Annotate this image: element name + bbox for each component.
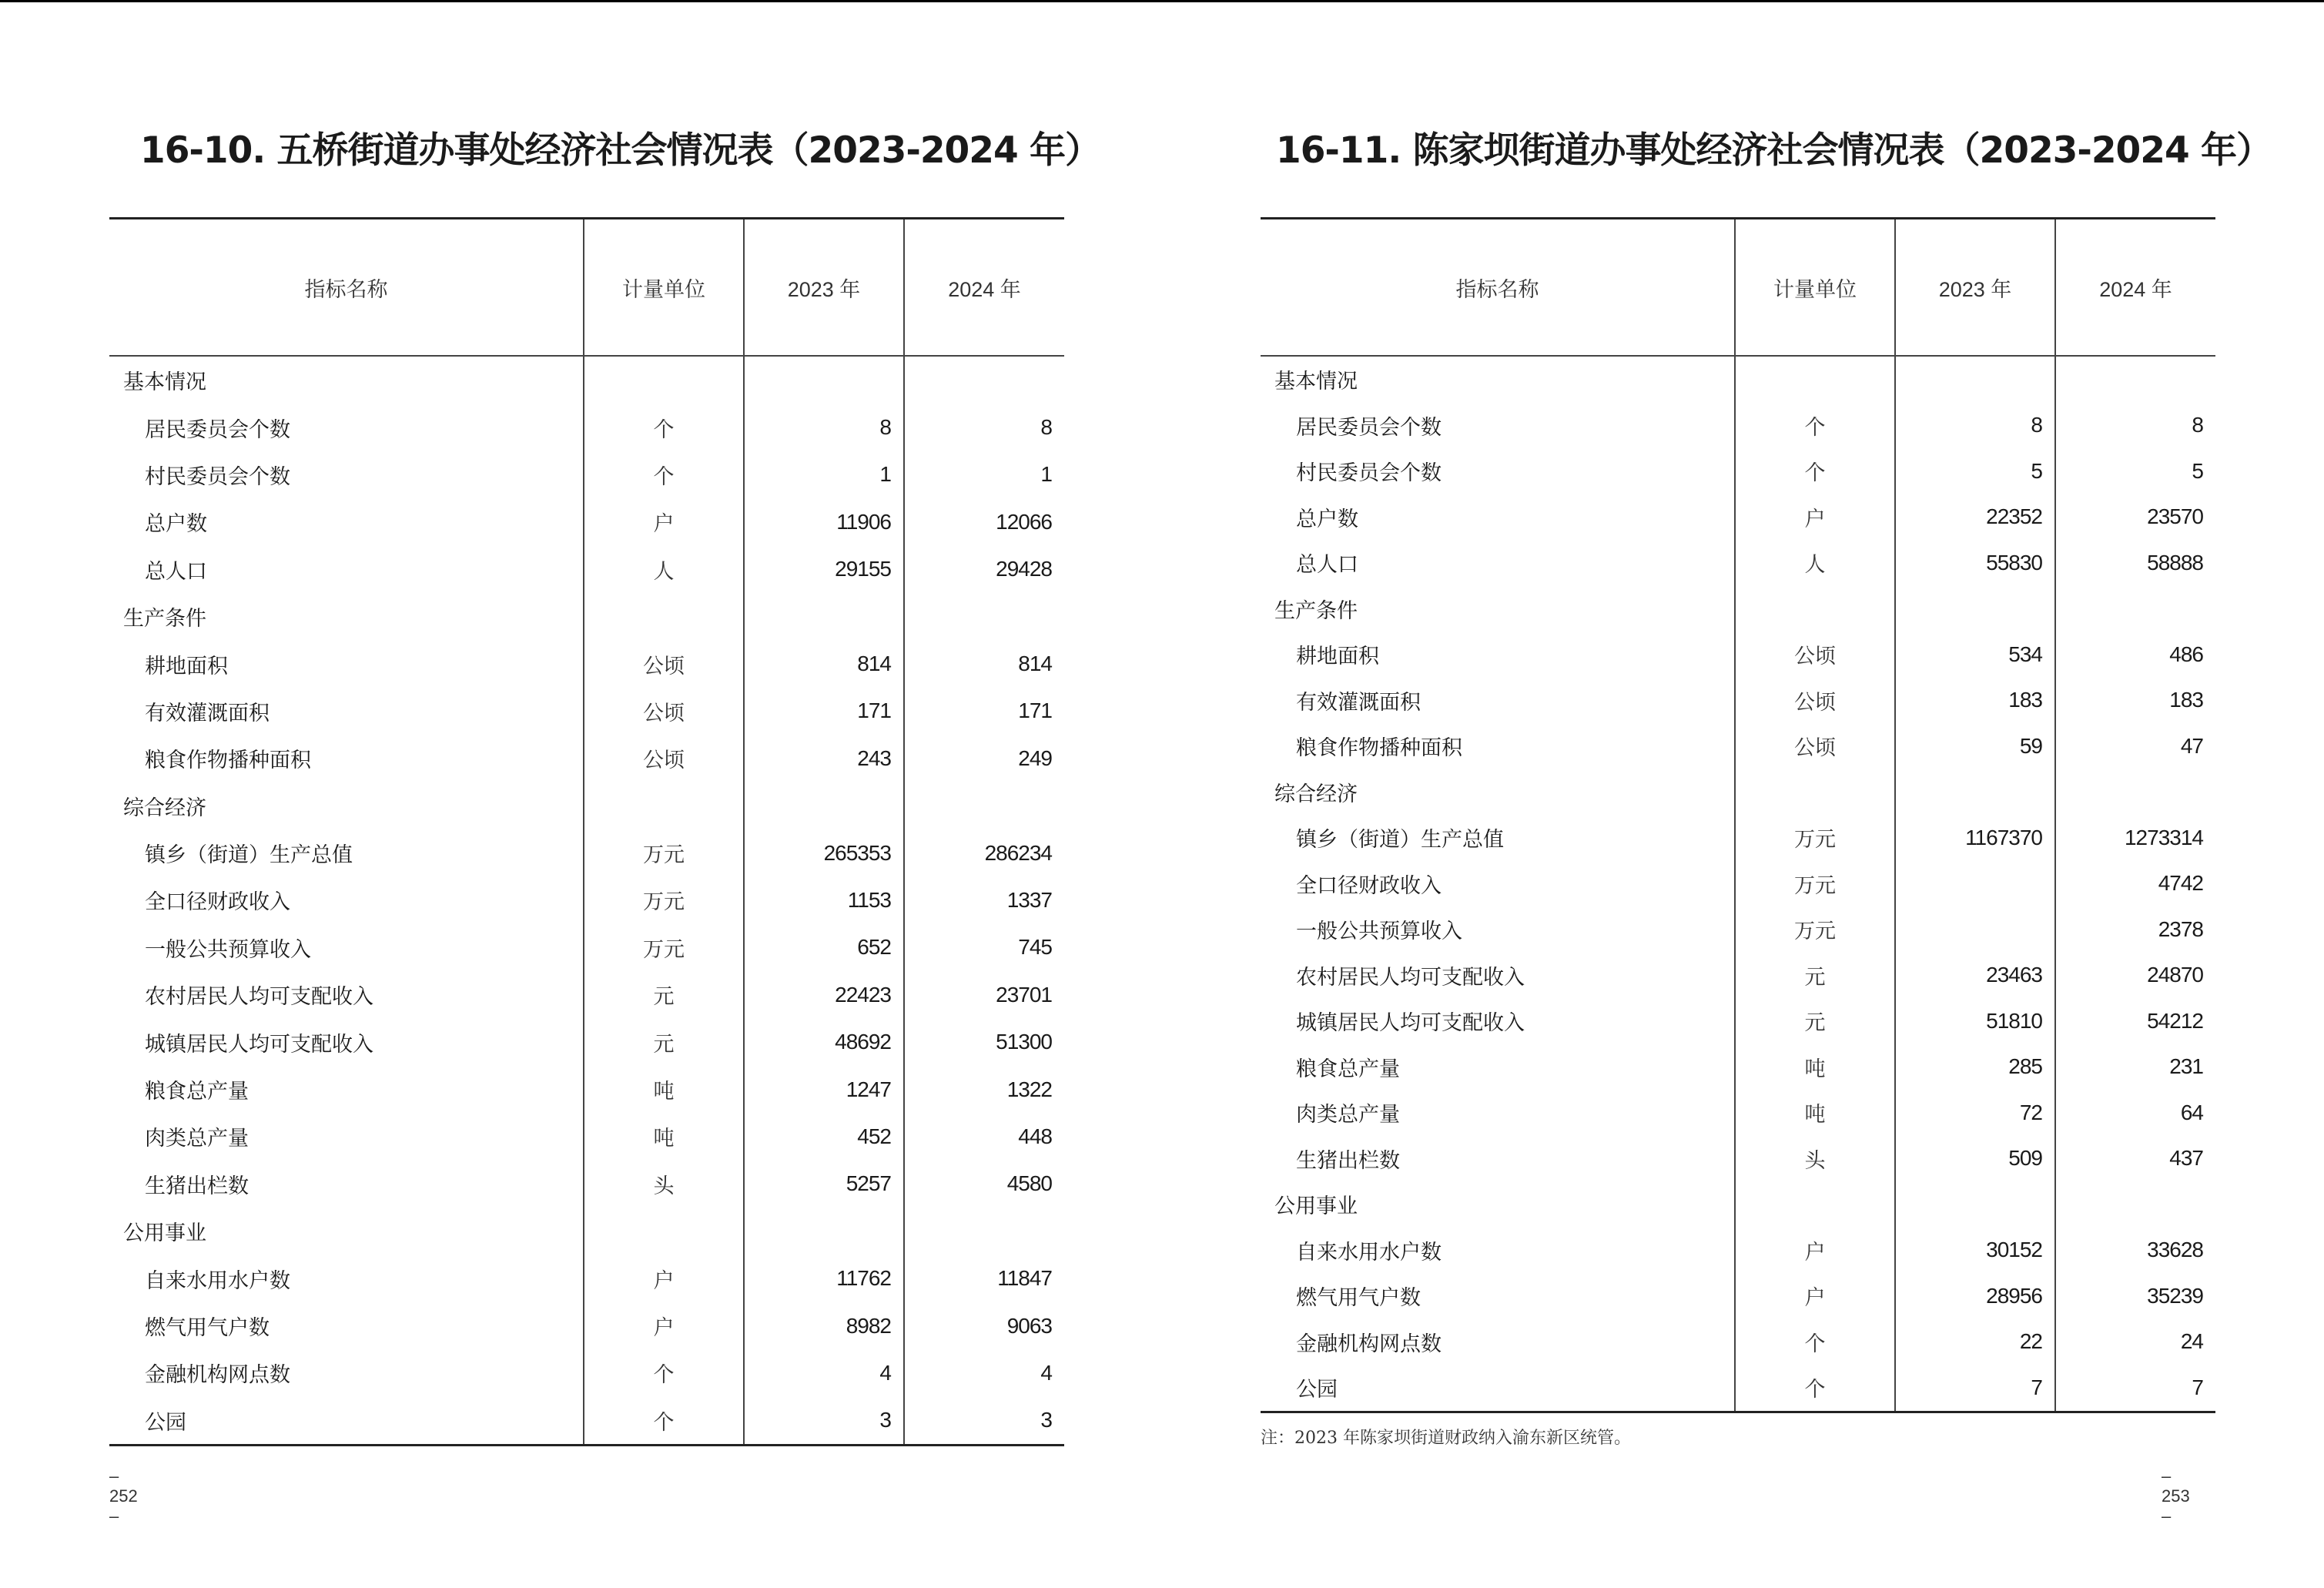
value-2023-cell: 243: [744, 735, 904, 782]
value-2024-cell: 3: [1040, 1408, 1052, 1432]
table-row: [1261, 723, 2215, 769]
unit-cell: [584, 593, 744, 640]
table-row: [109, 404, 1064, 451]
table-row: [109, 688, 1064, 735]
value-2023-cell: 23463: [1895, 953, 2055, 999]
header-indicator-name: 指标名称: [109, 219, 584, 357]
table-row: [1261, 632, 2215, 678]
table-row: [1261, 1319, 2215, 1365]
value-2023-cell: 30152: [1895, 1228, 2055, 1274]
value-2024-cell: [2055, 769, 2215, 816]
table-row: [109, 735, 1064, 782]
value-2024-cell: 29428: [996, 557, 1052, 581]
table-row: [109, 1397, 1064, 1446]
value-2024-cell: 11847: [997, 1266, 1052, 1291]
unit-cell: [1735, 769, 1895, 816]
indicator-name-cell: 耕地面积: [109, 640, 584, 687]
value-2023-cell: 22352: [1895, 494, 2055, 541]
unit-cell: [1735, 586, 1895, 632]
indicator-name-cell: 一般公共预算收入: [1261, 906, 1735, 953]
value-2023-cell: 7: [1895, 1365, 2055, 1412]
indicator-name-cell: 综合经济: [109, 782, 584, 829]
value-2024-cell: 12066: [996, 509, 1052, 534]
value-2023-cell: 22423: [744, 971, 904, 1018]
indicator-name-cell: 有效灌溉面积: [109, 688, 584, 735]
value-2023-cell: 452: [744, 1113, 904, 1160]
value-2023-cell: 285: [1895, 1044, 2055, 1090]
indicator-name-cell: 生猪出栏数: [109, 1161, 584, 1208]
value-2024-cell: 1273314: [2124, 825, 2203, 849]
value-2023-cell: 8: [1895, 403, 2055, 449]
table-row: [109, 546, 1064, 593]
table-header-row: [1261, 219, 2215, 357]
table-row: [1261, 815, 2215, 861]
indicator-name-cell: 综合经济: [1261, 769, 1735, 816]
indicator-name-cell: 粮食总产量: [109, 1066, 584, 1113]
indicator-name-cell: 总户数: [109, 498, 584, 545]
indicator-name-cell: 生猪出栏数: [1261, 1136, 1735, 1182]
value-2023-cell: 72: [1895, 1090, 2055, 1136]
value-2023-cell: 3: [744, 1397, 904, 1446]
indicator-name-cell: 生产条件: [109, 593, 584, 640]
table-row: [1261, 953, 2215, 999]
value-2023-cell: 4: [744, 1349, 904, 1396]
table-row: [109, 829, 1064, 876]
value-2023-cell: 5: [1895, 448, 2055, 494]
indicator-name-cell: 燃气用气户数: [109, 1302, 584, 1349]
unit-cell: [1735, 356, 1895, 403]
table-body: [109, 356, 1064, 1445]
indicator-name-cell: 一般公共预算收入: [109, 924, 584, 971]
value-2024-cell: 171: [1018, 699, 1052, 723]
table-row: [109, 971, 1064, 1018]
value-2024-cell: [904, 782, 1064, 829]
section-row: [1261, 769, 2215, 816]
indicator-name-cell: 总户数: [1261, 494, 1735, 541]
indicator-name-cell: 农村居民人均可支配收入: [109, 971, 584, 1018]
value-2024-cell: 814: [1018, 652, 1052, 676]
value-2024-cell: [2055, 586, 2215, 632]
unit-cell: 万元: [584, 829, 744, 876]
table-body: [1261, 356, 2215, 1412]
section-row: [1261, 586, 2215, 632]
footnote: 注：2023 年陈家坝街道财政纳入渝东新区统管。: [1261, 1429, 1631, 1448]
unit-cell: 万元: [1735, 815, 1895, 861]
indicator-name-cell: 肉类总产量: [109, 1113, 584, 1160]
section-row: [1261, 356, 2215, 403]
value-2023-cell: 1: [744, 451, 904, 498]
unit-cell: 人: [584, 546, 744, 593]
value-2023-cell: 22: [1895, 1319, 2055, 1365]
indicator-name-cell: 居民委员会个数: [1261, 403, 1735, 449]
value-2024-cell: 7: [2192, 1375, 2203, 1399]
value-2024-cell: 24870: [2147, 963, 2203, 987]
table-row: [109, 1066, 1064, 1113]
header-unit: 计量单位: [1735, 219, 1895, 357]
table-row: [1261, 448, 2215, 494]
section-row: [109, 356, 1064, 404]
header-unit: 计量单位: [584, 219, 744, 357]
table-row: [1261, 678, 2215, 724]
value-2023-cell: 534: [1895, 632, 2055, 678]
table-row: [109, 876, 1064, 923]
unit-cell: 头: [584, 1161, 744, 1208]
value-2024-cell: 35239: [2147, 1283, 2203, 1308]
table-row: [109, 1018, 1064, 1065]
indicator-name-cell: 镇乡（街道）生产总值: [1261, 815, 1735, 861]
indicator-name-cell: 燃气用气户数: [1261, 1273, 1735, 1319]
table-header-row: [109, 219, 1064, 357]
value-2023-cell: 171: [744, 688, 904, 735]
value-2024-cell: 51300: [996, 1030, 1052, 1054]
value-2024-cell: 1322: [1006, 1077, 1052, 1101]
unit-cell: 吨: [584, 1113, 744, 1160]
value-2024-cell: 4: [1040, 1360, 1052, 1385]
table-row: [109, 1161, 1064, 1208]
value-2023-cell: 183: [1895, 678, 2055, 724]
unit-cell: 万元: [584, 924, 744, 971]
indicator-name-cell: 公用事业: [109, 1208, 584, 1255]
page-title: 16-11. 陈家坝街道办事处经济社会情况表（2023-2024 年）: [1276, 129, 2272, 172]
value-2024-cell: 54212: [2147, 1008, 2203, 1033]
unit-cell: 万元: [1735, 861, 1895, 907]
data-table: [1261, 217, 2215, 1413]
unit-cell: 户: [584, 498, 744, 545]
value-2024-cell: 58888: [2147, 550, 2203, 575]
value-2024-cell: 9063: [1006, 1313, 1052, 1338]
value-2023-cell: 11906: [744, 498, 904, 545]
unit-cell: 公顷: [1735, 632, 1895, 678]
unit-cell: 个: [584, 404, 744, 451]
unit-cell: 头: [1735, 1136, 1895, 1182]
value-2023-cell: 8: [744, 404, 904, 451]
indicator-name-cell: 自来水用水户数: [109, 1255, 584, 1302]
value-2024-cell: 437: [2169, 1146, 2203, 1171]
unit-cell: [584, 356, 744, 404]
value-2023-cell: 8982: [744, 1302, 904, 1349]
page-title: 16-10. 五桥街道办事处经济社会情况表（2023-2024 年）: [140, 129, 1101, 172]
unit-cell: 个: [584, 1397, 744, 1446]
value-2023-cell: 1167370: [1895, 815, 2055, 861]
value-2024-cell: 23570: [2147, 504, 2203, 529]
header-2023: 2023 年: [744, 219, 904, 357]
unit-cell: 户: [1735, 494, 1895, 541]
table-row: [109, 640, 1064, 687]
table-row: [109, 498, 1064, 545]
value-2024-cell: 1: [1040, 462, 1052, 487]
indicator-name-cell: 全口径财政收入: [1261, 861, 1735, 907]
indicator-name-cell: 肉类总产量: [1261, 1090, 1735, 1136]
indicator-name-cell: 居民委员会个数: [109, 404, 584, 451]
table-row: [1261, 1136, 2215, 1182]
value-2023-cell: 59: [1895, 723, 2055, 769]
value-2023-cell: [744, 782, 904, 829]
unit-cell: 个: [1735, 403, 1895, 449]
unit-cell: 个: [1735, 448, 1895, 494]
indicator-name-cell: 全口径财政收入: [109, 876, 584, 923]
table-row: [1261, 861, 2215, 907]
top-border-line: [0, 0, 2324, 2]
value-2023-cell: [1895, 586, 2055, 632]
value-2023-cell: 652: [744, 924, 904, 971]
section-row: [1261, 1181, 2215, 1228]
unit-cell: 吨: [584, 1066, 744, 1113]
value-2023-cell: [1895, 1181, 2055, 1228]
table-row: [109, 451, 1064, 498]
value-2024-cell: 1337: [1006, 887, 1052, 912]
value-2024-cell: 64: [2180, 1100, 2203, 1124]
value-2024-cell: 249: [1018, 745, 1052, 770]
table-row: [109, 1113, 1064, 1160]
data-table: [109, 217, 1064, 1446]
unit-cell: 元: [584, 971, 744, 1018]
unit-cell: 公顷: [1735, 723, 1895, 769]
value-2024-cell: [2055, 1181, 2215, 1228]
table-row: [1261, 1273, 2215, 1319]
value-2024-cell: [2055, 356, 2215, 403]
unit-cell: 公顷: [584, 640, 744, 687]
value-2024-cell: 33628: [2147, 1238, 2203, 1262]
indicator-name-cell: 粮食作物播种面积: [1261, 723, 1735, 769]
value-2024-cell: 745: [1018, 935, 1052, 960]
value-2024-cell: 23701: [996, 982, 1052, 1007]
header-indicator-name: 指标名称: [1261, 219, 1735, 357]
value-2023-cell: 5257: [744, 1161, 904, 1208]
table-row: [109, 924, 1064, 971]
unit-cell: 万元: [1735, 906, 1895, 953]
table-row: [1261, 1044, 2215, 1090]
table-row: [1261, 403, 2215, 449]
table-row: [1261, 998, 2215, 1044]
indicator-name-cell: 公园: [109, 1397, 584, 1446]
value-2023-cell: 51810: [1895, 998, 2055, 1044]
value-2024-cell: 448: [1018, 1124, 1052, 1148]
value-2023-cell: 29155: [744, 546, 904, 593]
indicator-name-cell: 金融机构网点数: [109, 1349, 584, 1396]
unit-cell: 个: [1735, 1319, 1895, 1365]
unit-cell: 元: [1735, 998, 1895, 1044]
page-number: – 253 –: [2162, 1466, 2190, 1526]
indicator-name-cell: 公园: [1261, 1365, 1735, 1412]
indicator-name-cell: 耕地面积: [1261, 632, 1735, 678]
indicator-name-cell: 自来水用水户数: [1261, 1228, 1735, 1274]
indicator-name-cell: 基本情况: [109, 356, 584, 404]
unit-cell: 吨: [1735, 1044, 1895, 1090]
value-2023-cell: 814: [744, 640, 904, 687]
value-2023-cell: [1895, 356, 2055, 403]
unit-cell: [1735, 1181, 1895, 1228]
indicator-name-cell: 生产条件: [1261, 586, 1735, 632]
unit-cell: 元: [584, 1018, 744, 1065]
value-2024-cell: 286234: [984, 840, 1052, 865]
unit-cell: 个: [1735, 1365, 1895, 1412]
table-row: [1261, 494, 2215, 541]
table-row: [1261, 1090, 2215, 1136]
value-2023-cell: 11762: [744, 1255, 904, 1302]
unit-cell: 公顷: [1735, 678, 1895, 724]
unit-cell: 吨: [1735, 1090, 1895, 1136]
value-2023-cell: 55830: [1895, 540, 2055, 586]
table-row: [109, 1302, 1064, 1349]
table-row: [1261, 1365, 2215, 1412]
indicator-name-cell: 公用事业: [1261, 1181, 1735, 1228]
indicator-name-cell: 金融机构网点数: [1261, 1319, 1735, 1365]
value-2023-cell: 1153: [744, 876, 904, 923]
value-2023-cell: [744, 593, 904, 640]
value-2024-cell: 183: [2169, 688, 2203, 712]
value-2024-cell: 486: [2169, 642, 2203, 666]
value-2023-cell: [1895, 861, 2055, 907]
header-2024: 2024 年: [904, 219, 1064, 357]
unit-cell: 个: [584, 1349, 744, 1396]
unit-cell: [584, 782, 744, 829]
value-2023-cell: 28956: [1895, 1273, 2055, 1319]
indicator-name-cell: 城镇居民人均可支配收入: [109, 1018, 584, 1065]
section-row: [109, 782, 1064, 829]
value-2023-cell: 1247: [744, 1066, 904, 1113]
section-row: [109, 1208, 1064, 1255]
unit-cell: 个: [584, 451, 744, 498]
value-2023-cell: [1895, 906, 2055, 953]
value-2024-cell: 231: [2169, 1054, 2203, 1079]
indicator-name-cell: 城镇居民人均可支配收入: [1261, 998, 1735, 1044]
value-2024-cell: 47: [2180, 733, 2203, 758]
table-row: [109, 1349, 1064, 1396]
indicator-name-cell: 粮食总产量: [1261, 1044, 1735, 1090]
unit-cell: 户: [584, 1255, 744, 1302]
unit-cell: 人: [1735, 540, 1895, 586]
indicator-name-cell: 总人口: [109, 546, 584, 593]
unit-cell: 万元: [584, 876, 744, 923]
header-2023: 2023 年: [1895, 219, 2055, 357]
value-2024-cell: 24: [2180, 1329, 2203, 1354]
unit-cell: [584, 1208, 744, 1255]
table-row: [1261, 540, 2215, 586]
unit-cell: 公顷: [584, 688, 744, 735]
unit-cell: 公顷: [584, 735, 744, 782]
unit-cell: 户: [1735, 1228, 1895, 1274]
table-row: [1261, 906, 2215, 953]
value-2023-cell: 48692: [744, 1018, 904, 1065]
value-2024-cell: [904, 1208, 1064, 1255]
value-2023-cell: 265353: [744, 829, 904, 876]
indicator-name-cell: 有效灌溉面积: [1261, 678, 1735, 724]
section-row: [109, 593, 1064, 640]
value-2023-cell: 509: [1895, 1136, 2055, 1182]
indicator-name-cell: 基本情况: [1261, 356, 1735, 403]
indicator-name-cell: 村民委员会个数: [1261, 448, 1735, 494]
table-row: [109, 1255, 1064, 1302]
value-2024-cell: [904, 356, 1064, 404]
indicator-name-cell: 总人口: [1261, 540, 1735, 586]
page-number: – 252 –: [109, 1466, 138, 1526]
value-2023-cell: [744, 356, 904, 404]
table-row: [1261, 1228, 2215, 1274]
value-2023-cell: [744, 1208, 904, 1255]
value-2024-cell: 4742: [2158, 871, 2203, 896]
value-2024-cell: 8: [2192, 413, 2203, 437]
indicator-name-cell: 镇乡（街道）生产总值: [109, 829, 584, 876]
value-2024-cell: [904, 593, 1064, 640]
value-2024-cell: 4580: [1006, 1171, 1052, 1196]
header-2024: 2024 年: [2055, 219, 2215, 357]
value-2023-cell: [1895, 769, 2055, 816]
indicator-name-cell: 农村居民人均可支配收入: [1261, 953, 1735, 999]
unit-cell: 户: [1735, 1273, 1895, 1319]
unit-cell: 元: [1735, 953, 1895, 999]
unit-cell: 户: [584, 1302, 744, 1349]
indicator-name-cell: 粮食作物播种面积: [109, 735, 584, 782]
indicator-name-cell: 村民委员会个数: [109, 451, 584, 498]
value-2024-cell: 2378: [2158, 916, 2203, 941]
value-2024-cell: 8: [1040, 415, 1052, 440]
value-2024-cell: 5: [2192, 458, 2203, 483]
